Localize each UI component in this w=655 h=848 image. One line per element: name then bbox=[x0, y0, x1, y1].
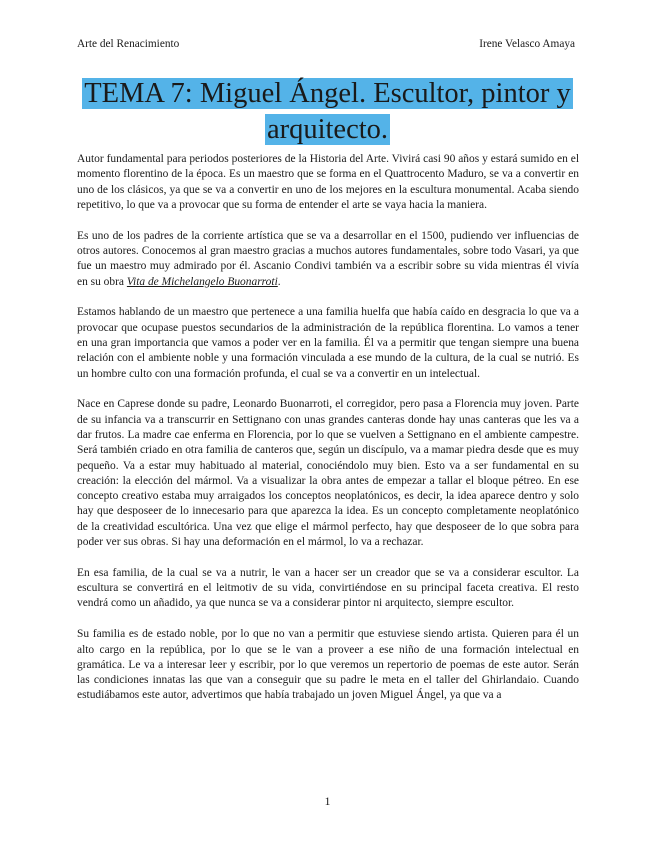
paragraph-2-end: . bbox=[277, 275, 281, 288]
page-header bbox=[77, 38, 575, 50]
title-line-1: TEMA 7: Miguel Ángel. Escultor, pintor y bbox=[84, 78, 571, 109]
header-author: Irene Velasco Amaya bbox=[479, 38, 575, 50]
paragraph-2-text: Es uno de los padres de la corriente artística que se va a desarrollar en el 1500, pudiendo ver influencias de otros autores. Conocemos al gran maestro gracias a muchos autores fundamentales, sobre todo Vasari, ya que fue un maestro muy admirado por él. Ascanio Condivi también va a escribir sobre su vida mientras él vivía en su obra bbox=[77, 229, 579, 288]
paragraph-5: En esa familia, de la cual se va a nutrir, le van a hacer ser un creador que se va a considerar escultor. La escultura se convertirá en el leitmotiv de su vida, convirtiéndose en su principal faceta creativa. El resto vendrá como un añadido, ya que nunca se va a considerar pintor ni arquitecto, siempre escultor. bbox=[77, 566, 579, 610]
document-body bbox=[77, 152, 579, 704]
page-title bbox=[60, 76, 595, 148]
paragraph-2 bbox=[77, 229, 579, 290]
book-reference-link[interactable]: Vita de Michelangelo Buonarroti bbox=[126, 275, 278, 288]
paragraph-6: Su familia es de estado noble, por lo que no van a permitir que estuviese siendo artista. Quieren para él un alto cargo en la república, por lo que se le van a proveer a ese niño de una formación intelectual en gramática. Le va a interesar leer y escribir, por lo que veremos un repertorio de poemas de este autor. Serán las condiciones innatas las que van a conseguir que su padre le meta en el taller del Ghirlandaio. Cuando estudiábamos este autor, advertimos que había trabajado un joven Miguel Ángel, ya que va a bbox=[77, 628, 579, 702]
paragraph-3: Estamos hablando de un maestro que pertenece a una familia huelfa que había caído en desgracia lo que va a provocar que ocupase puestos secundarios de la administración de la república florentina. Lo vamos a tener en una gran importancia que vamos a poder ver en la familia. Él va a permitir que tengan siempre una buena relación con el ambiente noble y una formación vinculada a ese mundo de la cultura, de la cual se nutrió. Es un hombre culto con una formación profunda, el cual se va a convertir en un intelectual. bbox=[77, 306, 579, 380]
header-course: Arte del Renacimiento bbox=[77, 38, 180, 50]
title-line-2: arquitecto. bbox=[266, 114, 389, 145]
paragraph-1: Autor fundamental para periodos posteriores de la Historia del Arte. Vivirá casi 90 años y estará sumido en el momento florentino de la época. Es un maestro que se forma en el Quattrocento Maduro, se va a convertir en uno de los clásicos, ya que se va a convertir en uno de los mejores en la escultura monumental. Acaba siendo repetitivo, lo que va a provocar que su forma de entender el arte se vaya hacia la maniera. bbox=[77, 153, 579, 211]
paragraph-4: Nace en Caprese donde su padre, Leonardo Buonarroti, el corregidor, pero pasa a Florencia muy joven. Parte de su infancia va a transcurrir en Settignano con unas grandes canteras donde hay unas canteras que les va a dar frutos. La madre cae enferma en Florencia, por lo que se vuelven a Settignano en el ambiente campestre. Será también criado en otra familia de canteros que, según un discípulo, va a mamar piedra desde que es muy pequeño. Va a estar muy habituado al material, conociéndolo muy bien. Esto va a ser fundamental en su creación: la elección del mármol. Va a visualizar la obra antes de empezar a tallar el bloque pétreo. En ese concepto creativo estaba muy arraigados los conceptos neoplatónicos, es decir, la idea aparece dentro y solo hay que desposeer de lo innecesario para que aparezca la idea. Es un concepto completamente neoplatónico de la creatividad escultórica. Una vez que elige el mármol perfecto, hay que desposeer de lo que sobra para poder ver sus obras. Si hay una deformación en el mármol, lo va a rechazar. bbox=[77, 398, 579, 549]
page-number: 1 bbox=[324, 794, 331, 808]
